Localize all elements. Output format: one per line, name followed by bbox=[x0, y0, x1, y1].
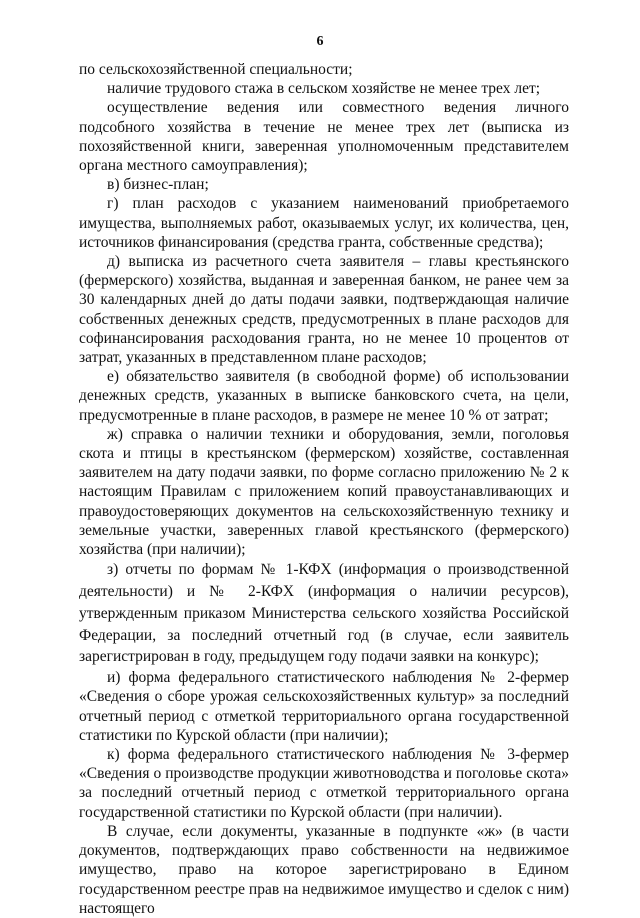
paragraph-item-zh: ж) справка о наличии техники и оборудования, земли, поголовья скота и птицы в крестьянском (фермерском) хозяйстве, составленная заявителем на дату подачи заявки, по форме согласно приложению № 2 к настоящим Правилам с приложением копий правоустанавливающих и правоудостоверяющих документов на сельскохозяйственную технику и земельные участки, заверенных главой крестьянского (фермерского) хозяйства (при наличии); bbox=[79, 425, 569, 559]
paragraph-documents-case: В случае, если документы, указанные в подпункте «ж» (в части документов, подтверждающих право собственности на недвижимое имущество, право на которое зарегистрировано в Едином государственном реестре прав на недвижимое имущество и сделок с ним) настоящего bbox=[79, 822, 569, 917]
paragraph-item-e: е) обязательство заявителя (в свободной форме) об использовании денежных средств, указанных в выписке банковского счета, на цели, предусмотренные в плане расходов, в размере не менее 10 % от затрат; bbox=[79, 368, 569, 424]
paragraph-item-g: г) план расходов с указанием наименований приобретаемого имущества, выполняемых работ, оказываемых услуг, их количества, цен, источников финансирования (средства гранта, собственные средства); bbox=[79, 195, 569, 251]
document-body bbox=[79, 60, 569, 918]
page-number: 6 bbox=[316, 34, 324, 49]
paragraph-work-experience: наличие трудового стажа в сельском хозяйстве не менее трех лет; bbox=[107, 80, 541, 98]
paragraph-specialty: по сельскохозяйственной специальности; bbox=[79, 61, 353, 78]
paragraph-item-d: д) выписка из расчетного счета заявителя – главы крестьянского (фермерского) хозяйства, выданная и заверенная банком, не ранее чем за 30 календарных дней до даты подачи заявки, подтверждающая наличие собственных денежных средств, предусмотренных в плане расходов для софинансирования расходования гранта, но не менее 10 процентов от затрат, указанных в представленном плане расходов; bbox=[79, 253, 569, 367]
paragraph-item-i: и) форма федерального статистического наблюдения № 2-фермер «Сведения о сборе урожая сельскохозяйственных культур» за последний отчетный период с отметкой территориального органа государственной статистики по Курской области (при наличии); bbox=[79, 669, 569, 744]
paragraph-item-k: к) форма федерального статистического наблюдения № 3-фермер «Сведения о производстве продукции животноводства и поголовье скота» за последний отчетный период с отметкой территориального органа государственной статистики по Курской области (при наличии). bbox=[79, 746, 569, 821]
paragraph-item-v: в) бизнес-план; bbox=[107, 176, 209, 194]
paragraph-item-z: з) отчеты по формам № 1-КФХ (информация о производственной деятельности) и № 2-КФХ (информация о наличии ресурсов), утвержденным приказом Министерства сельского хозяйства Российской Федерации, за последний отчетный год (в случае, если заявитель зарегистрирован в году, предыдущем году подачи заявки на конкурс); bbox=[79, 561, 569, 666]
paragraph-personal-farm: осуществление ведения или совместного ведения личного подсобного хозяйства в течение не менее трех лет (выписка из похозяйственной книги, заверенная уполномоченным представителем органа местного самоуправления); bbox=[79, 99, 569, 175]
